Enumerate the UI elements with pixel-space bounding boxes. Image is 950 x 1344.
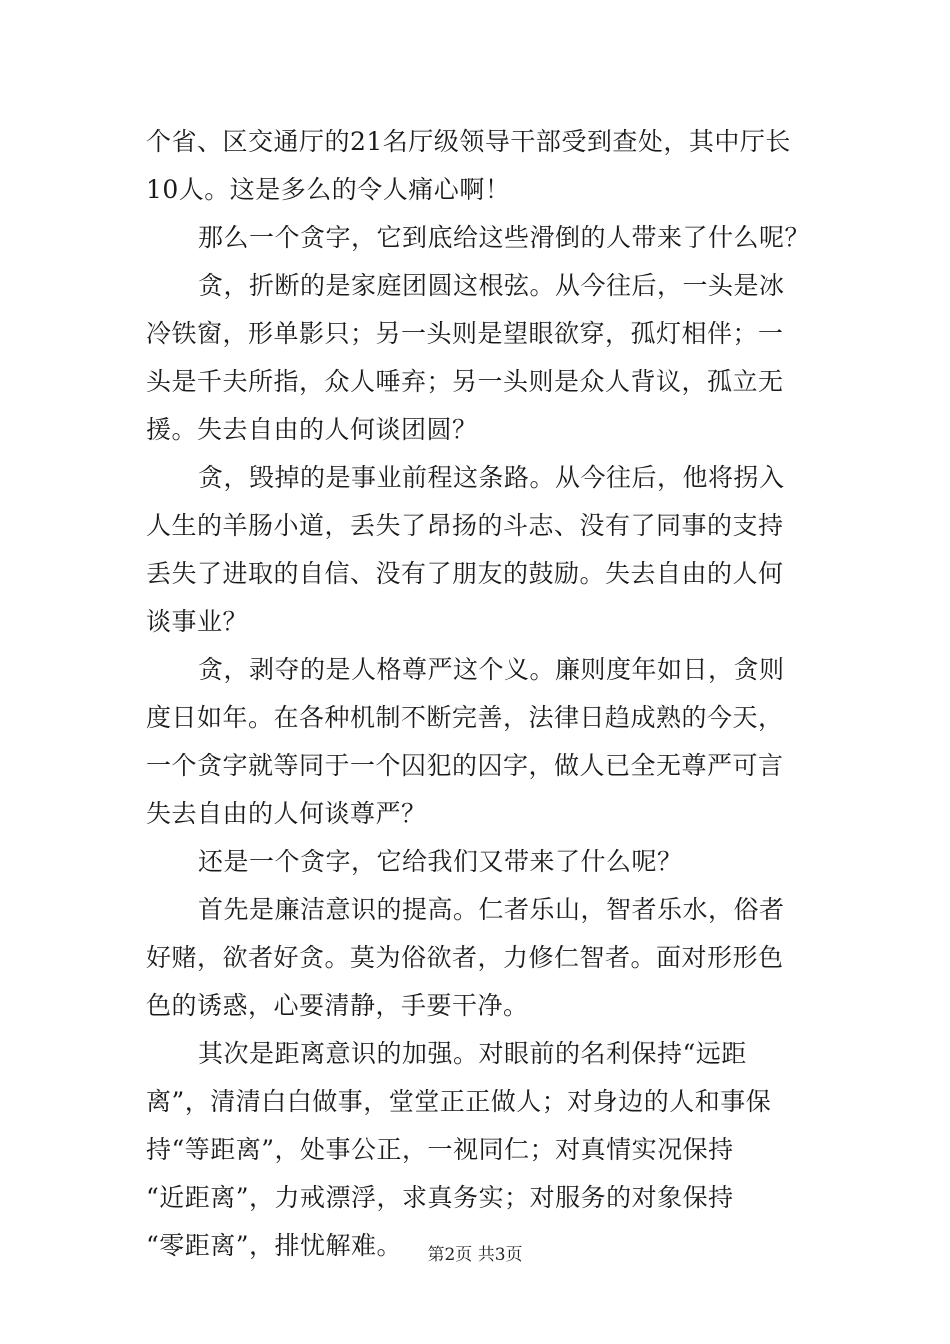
text-line: 冷铁窗，形单影只；另一头则是望眼欲穿，孤灯相伴；一 (146, 319, 784, 348)
text-line: 头是千夫所指，众人唾弃；另一头则是众人背议，孤立无 (146, 367, 784, 396)
text-line: 谈事业？ (146, 607, 249, 636)
text-line: 首先是廉洁意识的提高。仁者乐山，智者乐水，俗者 (198, 895, 785, 924)
text-line: 人生的羊肠小道，丢失了昂扬的斗志、没有了同事的支持 (146, 511, 784, 540)
text-line: 个省、区交通厅的21名厅级领导干部受到查处，其中厅长 (146, 127, 791, 156)
text-line: 丢失了进取的自信、没有了朋友的鼓励。失去自由的人何 (146, 559, 784, 588)
text-line: 援。失去自由的人何谈团圆？ (146, 415, 478, 444)
text-line: “零距离”，排忧解难。 (146, 1231, 403, 1260)
body-text (146, 122, 810, 1274)
text-line: 色的诱惑，心要清静，手要干净。 (146, 991, 529, 1020)
text-line: 失去自由的人何谈尊严？ (146, 799, 427, 828)
text-line: 离”，清清白白做事，堂堂正正做人；对身边的人和事保 (146, 1087, 772, 1116)
text-line: 贪，折断的是家庭团圆这根弦。从今往后，一头是冰 (198, 271, 785, 300)
text-line: 那么一个贪字，它到底给这些滑倒的人带来了什么呢？ (198, 223, 811, 252)
text-line: 贪，剥夺的是人格尊严这个义。廉则度年如日，贪则 (198, 655, 785, 684)
text-line: 10人。这是多么的令人痛心啊！ (146, 175, 511, 204)
text-line: 一个贪字就等同于一个囚犯的囚字，做人已全无尊严可言 (146, 751, 784, 780)
text-line: 贪，毁掉的是事业前程这条路。从今往后，他将拐入 (198, 463, 785, 492)
page-footer: 第2页 共3页 (427, 1245, 523, 1265)
text-line: “近距离”，力戒漂浮，求真务实；对服务的对象保持 (146, 1183, 734, 1212)
text-line: 持“等距离”，处事公正，一视同仁；对真情实况保持 (146, 1135, 734, 1164)
text-line: 其次是距离意识的加强。对眼前的名利保持“远距 (198, 1039, 747, 1068)
text-line: 还是一个贪字，它给我们又带来了什么呢？ (198, 847, 683, 876)
text-line: 好赌，欲者好贪。莫为俗欲者，力修仁智者。面对形形色 (146, 943, 784, 972)
text-line: 度日如年。在各种机制不断完善，法律日趋成熟的今天， (146, 703, 784, 732)
